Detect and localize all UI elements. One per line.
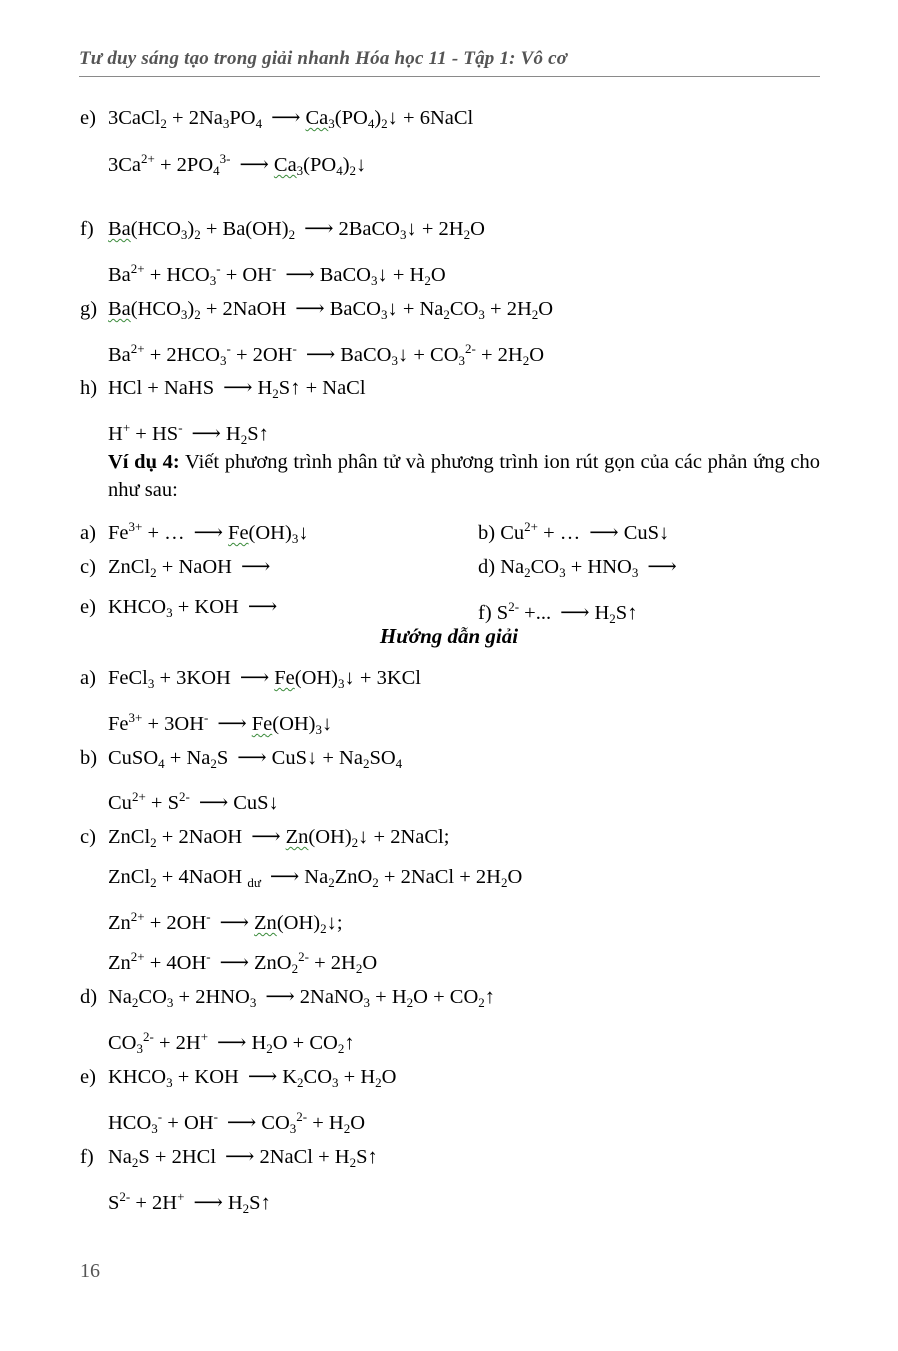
question-e: e) $KHCO_3$ + KOH ⟶ — [80, 596, 274, 620]
equation-f-molecular: f) $Ba(HCO_3)_2 + Ba(OH)_2$ ⟶ 2BaCO$_3$↓ + $2H_2O$ — [80, 218, 485, 242]
question-a: a) $Fe^{3+}$ + … ⟶ $Fe(OH)_3↓$ — [80, 519, 309, 546]
question-f: f) $S^{2-}$ +... ⟶ $H_2S↑$ — [478, 599, 638, 626]
label-e: e) — [80, 107, 96, 129]
example-paragraph — [108, 448, 820, 504]
solution-f-ionic: $S^{2-} + 2H^+$ ⟶ $H_2S↑$ — [108, 1189, 271, 1216]
solution-d-molecular: d) $Na_2CO_3 + 2HNO_3$ ⟶ 2NaNO$_3$ + $H_2O$ + $CO_2↑$ — [80, 986, 495, 1010]
solution-e-molecular: e) $KHCO_3$ + KOH ⟶ $K_2CO_3 + H_2O$ — [80, 1066, 397, 1090]
running-header: Tư duy sáng tạo trong giải nhanh Hóa học 11 - Tập 1: Vô cơ — [79, 48, 820, 77]
solution-a-molecular: a) FeCl$_3$ + 3KOH ⟶ $Fe(OH)_3↓ + 3KCl$ — [80, 667, 422, 691]
excess-note: dư — [247, 875, 261, 890]
question-c: c) ZnCl$_2$ + NaOH ⟶ — [80, 556, 267, 580]
solution-d-ionic: $CO_3^{2-} + 2H^+$ ⟶ $H_2O$ + $CO_2↑$ — [108, 1029, 355, 1056]
arrow: ⟶ — [271, 107, 297, 129]
equation-g-ionic: $Ba^{2+} + 2HCO_3^- + 2OH^-$ ⟶ BaCO$_3$↓ + $CO_3^{2-} + 2H_2O$ — [108, 341, 545, 368]
solution-e-ionic: $HCO_3^- + OH^-$ ⟶ $CO_3^{2-} + H_2O$ — [108, 1109, 366, 1136]
solution-a-ionic: $Fe^{3+} + 3OH^-$ ⟶ $Fe(OH)_3↓$ — [108, 710, 333, 737]
solution-b-molecular: b) CuSO$_4$ + $Na_2S$ ⟶ CuS↓ + $Na_2SO_4$ — [80, 747, 403, 771]
solution-heading: Hướng dẫn giải — [379, 624, 519, 648]
solution-c-molecular-1: c) ZnCl$_2$ + 2NaOH ⟶ $Zn(OH)_2↓$ + 2NaCl; — [80, 826, 450, 850]
equation-h-molecular: h) HCl + NaHS ⟶ $H_2S↑$ + NaCl — [80, 377, 366, 401]
equation-e-molecular: e) 3CaCl$_2$ + $2Na_3PO_4$ ⟶ $Ca_3(PO_4)_2↓$ + 6NaCl — [80, 107, 474, 131]
question-b: b) $Cu^{2+}$ + … ⟶ CuS↓ — [478, 519, 670, 544]
equation-f-ionic: $Ba^{2+} + HCO_3^- + OH^-$ ⟶ BaCO$_3$↓ + $H_2O$ — [108, 261, 446, 288]
solution-b-ionic: $Cu^{2+} + S^{2-}$ ⟶ CuS↓ — [108, 789, 279, 814]
equation-g-molecular: g) $Ba(HCO_3)_2$ + 2NaOH ⟶ BaCO$_3$↓ + $Na_2CO_3 + 2H_2O$ — [80, 298, 554, 322]
solution-c-molecular-2: ZnCl$_2$ + 4NaOH $_{dư}$ ⟶ $Na_2ZnO_2$ + 2NaCl + $2H_2O$ — [108, 866, 523, 890]
equation-e-ionic: $3Ca^{2+} + 2PO_4^{3-}$ ⟶ $Ca_3(PO_4)_2↓$ — [108, 151, 367, 178]
equation-h-ionic: H+ + HS- ⟶ $H_2S↑$ — [108, 420, 269, 447]
page-number: 16 — [80, 1260, 100, 1282]
solution-c-ionic-2: $Zn^{2+} + 4OH^-$ ⟶ $ZnO_2^{2-} + 2H_2O$ — [108, 949, 378, 976]
solution-f-molecular: f) $Na_2S + 2HCl$ ⟶ 2NaCl + $H_2S↑$ — [80, 1146, 378, 1170]
question-d: d) $Na_2CO_3 + HNO_3$ ⟶ — [478, 556, 673, 580]
example-title: Ví dụ 4: — [108, 451, 180, 473]
solution-c-ionic-1: $Zn^{2+} + 2OH^-$ ⟶ $Zn(OH)_2↓$; — [108, 909, 343, 936]
example-text: Viết phương trình phân tử và phương trình ion rút gọn của các phản ứng cho như sau: — [108, 451, 820, 501]
